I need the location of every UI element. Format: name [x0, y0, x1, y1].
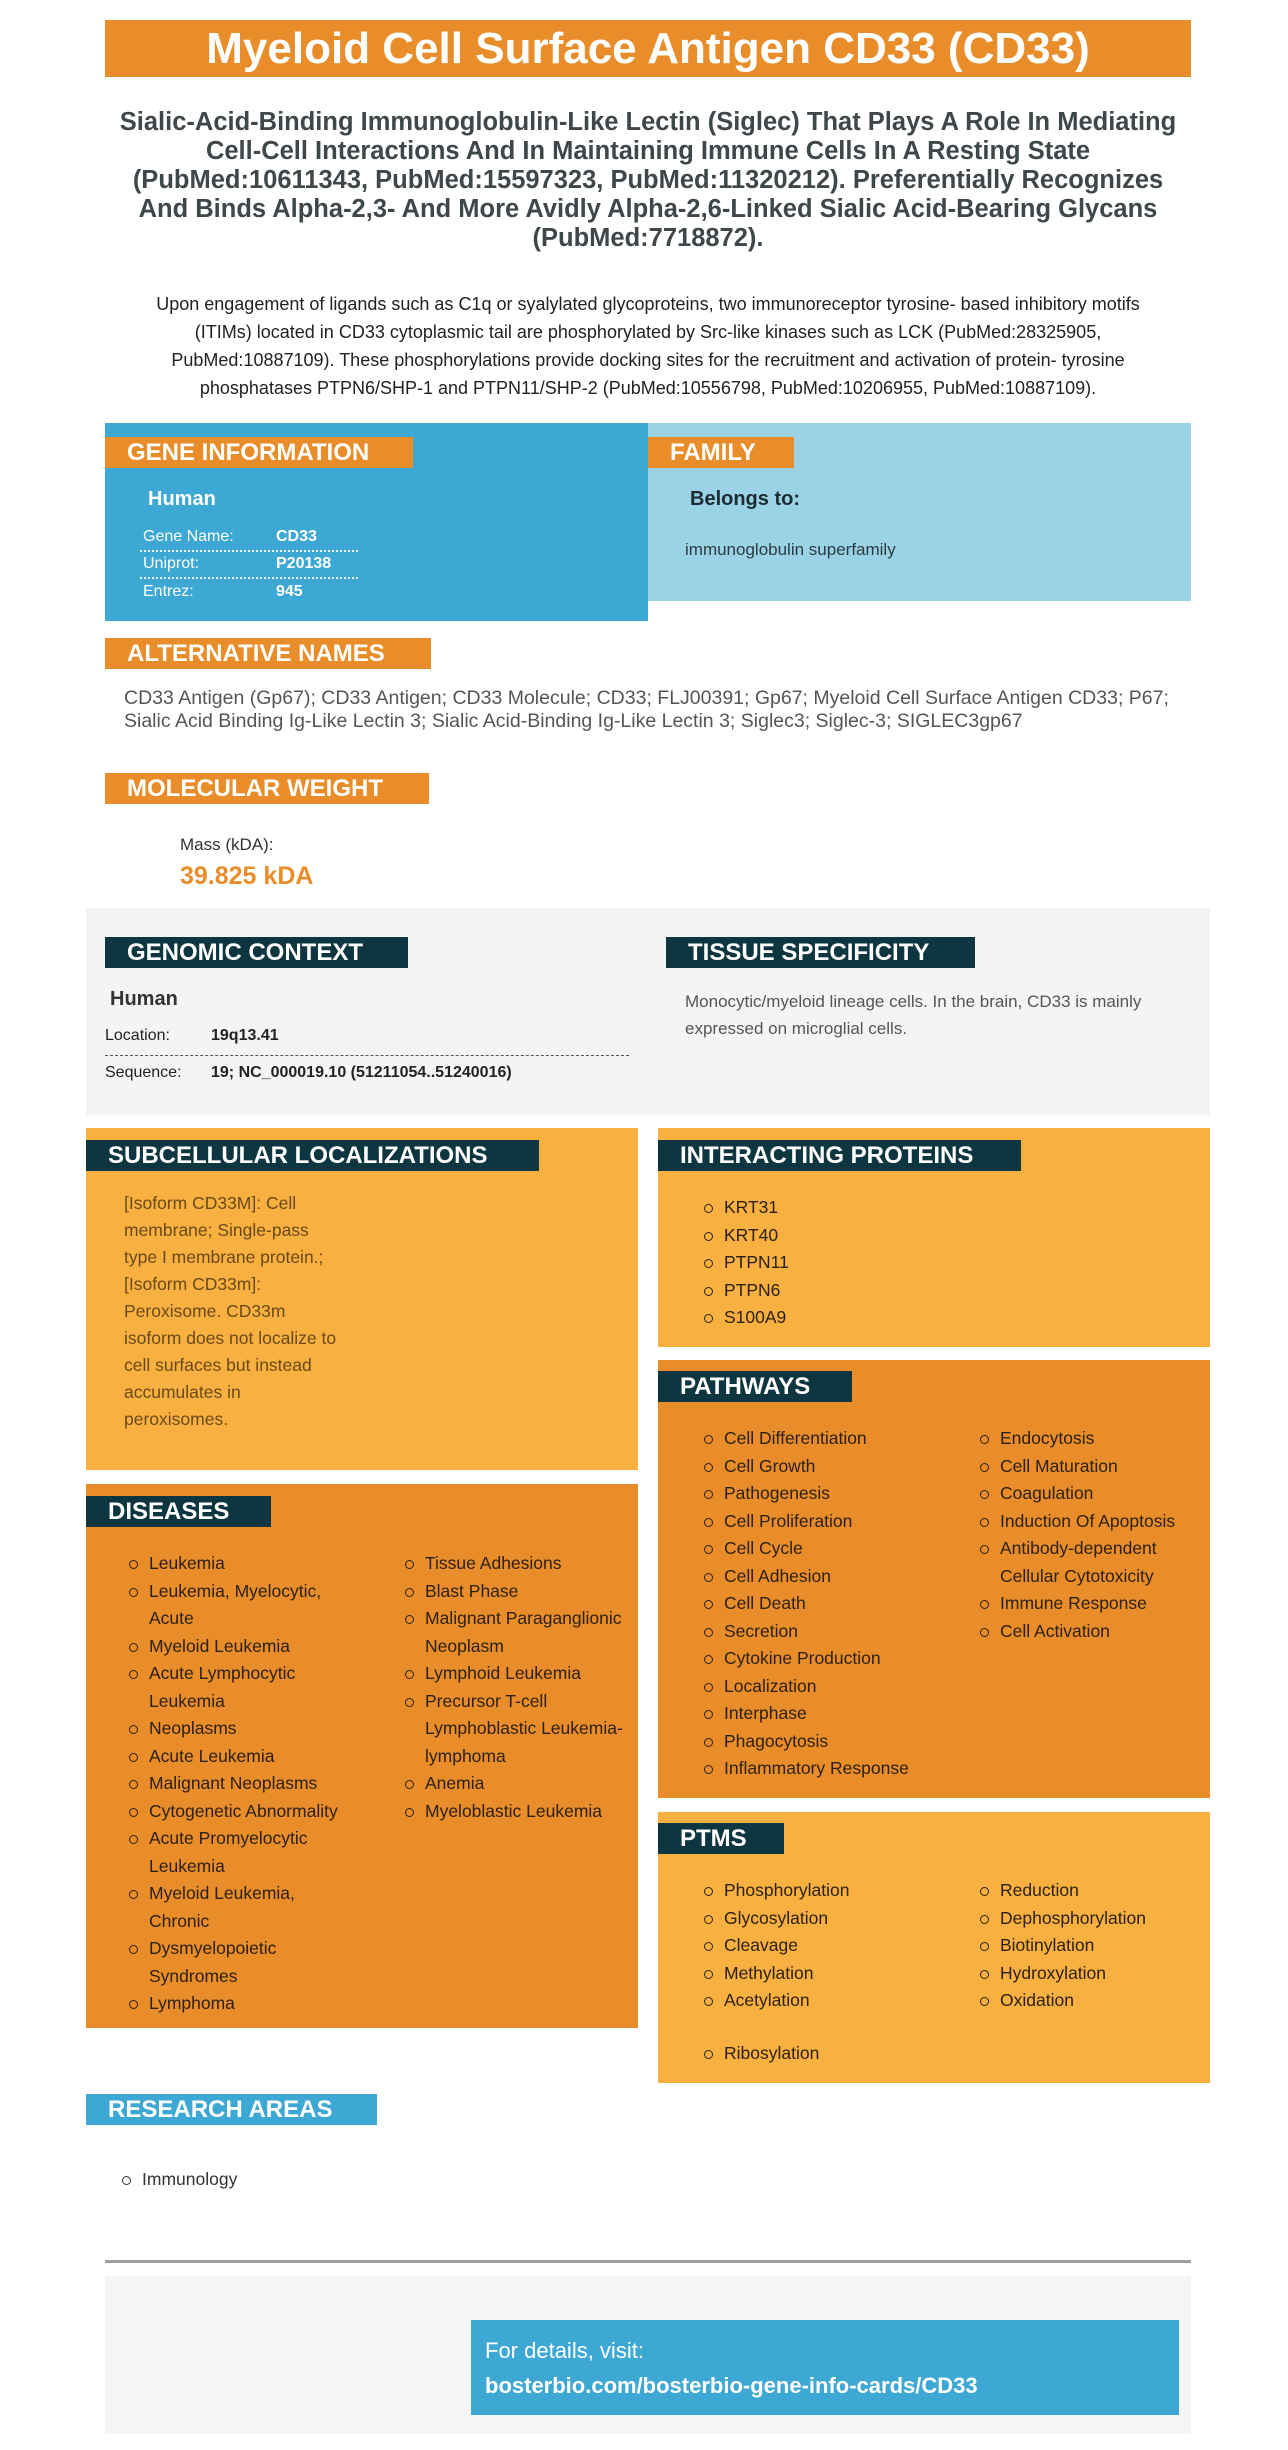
research-areas-list: [118, 2166, 418, 2194]
entrez-label: Entrez:: [143, 583, 194, 600]
ptms-list-col2: [976, 1877, 1198, 2015]
interacting-proteins-heading: INTERACTING PROTEINS: [658, 1140, 1021, 1171]
list-item: Dysmyelopoietic Syndromes: [125, 1935, 355, 1990]
footer-divider: [105, 2260, 1191, 2263]
list-item: Leukemia: [125, 1550, 355, 1578]
list-item: Cell Cycle: [700, 1535, 960, 1563]
list-item: KRT40: [700, 1222, 1000, 1250]
list-item: Reduction: [976, 1877, 1198, 1905]
list-item: Cell Differentiation: [700, 1425, 960, 1453]
list-item: Cell Maturation: [976, 1453, 1198, 1481]
gene-name-label: Gene Name:: [143, 528, 234, 545]
entrez-row: [140, 579, 358, 605]
list-item: Cell Proliferation: [700, 1508, 960, 1536]
list-item: Myeloblastic Leukemia: [401, 1798, 631, 1826]
list-item: PTPN11: [700, 1249, 1000, 1277]
page-title: Myeloid Cell Surface Antigen CD33 (CD33): [105, 20, 1191, 77]
protein-function-summary: Sialic-Acid-Binding Immunoglobulin-Like Lectin (Siglec) That Plays A Role In Mediating Cell-Cell Interactions And In Maintaining Immune Cells In A Resting State (PubMed:10611343, PubMed:15597323, PubMed:11320212). Preferentially Recognizes And Binds Alpha-2,3- And More Avidly Alpha-2,6-Linked Sialic Acid-Bearing Glycans (PubMed:7718872).: [119, 108, 1177, 252]
ptms-list-col1: [700, 1877, 960, 2015]
list-item: Endocytosis: [976, 1425, 1198, 1453]
pathways-list-col2: [976, 1425, 1198, 1645]
list-item: Lymphoma: [125, 1990, 355, 2018]
list-item: Localization: [700, 1673, 960, 1701]
details-link-box[interactable]: [471, 2320, 1179, 2415]
list-item: Antibody-dependent Cellular Cytotoxicity: [976, 1535, 1198, 1590]
diseases-list-col1: [125, 1550, 355, 2018]
genomic-context-heading: GENOMIC CONTEXT: [105, 937, 408, 968]
list-item: Biotinylation: [976, 1932, 1198, 1960]
details-prompt: For details, visit:: [485, 2338, 644, 2363]
list-item: Pathogenesis: [700, 1480, 960, 1508]
mass-value: 39.825 kDA: [180, 862, 314, 890]
sequence-label: Sequence:: [105, 1064, 182, 1081]
list-item: Methylation: [700, 1960, 960, 1988]
protein-description: Upon engagement of ligands such as C1q or syalylated glycoproteins, two immunoreceptor tyrosine- based inhibitory motifs (ITIMs) located in CD33 cytoplasmic tail are phosphorylated by Src-like kinases such as LCK (PubMed:28325905, PubMed:10887109). These phosphorylations provide docking sites for the recruitment and activation of protein- tyrosine phosphatases PTPN6/SHP-1 and PTPN11/SHP-2 (PubMed:10556798, PubMed:10206955, PubMed:10887109).: [156, 294, 1140, 398]
list-item: Induction Of Apoptosis: [976, 1508, 1198, 1536]
list-item: Acute Lymphocytic Leukemia: [125, 1660, 355, 1715]
gene-species: Human: [148, 488, 216, 510]
list-item: Tissue Adhesions: [401, 1550, 631, 1578]
list-item: Cell Activation: [976, 1618, 1198, 1646]
list-item: Immune Response: [976, 1590, 1198, 1618]
entrez-value: 945: [276, 583, 303, 600]
pathways-list-col1: [700, 1425, 960, 1783]
uniprot-row: [140, 551, 358, 577]
list-item: Cell Growth: [700, 1453, 960, 1481]
list-item: Acute Promyelocytic Leukemia: [125, 1825, 355, 1880]
location-value: 19q13.41: [211, 1027, 279, 1044]
list-item: Cytogenetic Abnormality: [125, 1798, 355, 1826]
gene-information-heading: GENE INFORMATION: [105, 437, 413, 468]
location-row: [105, 1018, 629, 1054]
list-item: Cell Adhesion: [700, 1563, 960, 1591]
genomic-species: Human: [110, 988, 178, 1010]
family-belongs-label: Belongs to:: [690, 488, 800, 510]
list-item: KRT31: [700, 1194, 1000, 1222]
list-item: PTPN6: [700, 1277, 1000, 1305]
family-value: immunoglobulin superfamily: [685, 540, 896, 559]
interacting-proteins-list: [700, 1194, 1000, 1332]
list-item: Phosphorylation: [700, 1877, 960, 1905]
list-item: Interphase: [700, 1700, 960, 1728]
alternative-names-text: CD33 Antigen (Gp67); CD33 Antigen; CD33 Molecule; CD33; FLJ00391; Gp67; Myeloid Cell Surface Antigen CD33; P67; Sialic Acid Binding Ig-Like Lectin 3; Sialic Acid-Binding Ig-Like Lectin 3; Siglec3; Siglec-3; SIGLEC3gp67: [124, 687, 1169, 732]
tissue-specificity-heading: TISSUE SPECIFICITY: [666, 937, 975, 968]
list-item: Phagocytosis: [700, 1728, 960, 1756]
gene-name-value: CD33: [276, 528, 317, 545]
alternative-names-heading: ALTERNATIVE NAMES: [105, 638, 431, 669]
research-areas-heading: RESEARCH AREAS: [86, 2094, 377, 2125]
sequence-value: 19; NC_000019.10 (51211054..51240016): [211, 1064, 512, 1081]
list-item: Leukemia, Myelocytic, Acute: [125, 1578, 355, 1633]
list-item: S100A9: [700, 1304, 1000, 1332]
list-item: Acute Leukemia: [125, 1743, 355, 1771]
diseases-list-col2: [401, 1550, 631, 1825]
list-item: Precursor T-cell Lymphoblastic Leukemia-lymphoma: [401, 1688, 631, 1771]
list-item: Neoplasms: [125, 1715, 355, 1743]
subcellular-heading: SUBCELLULAR LOCALIZATIONS: [86, 1140, 539, 1171]
subcellular-text: [Isoform CD33M]: Cell membrane; Single-pass type I membrane protein.; [Isoform CD33m]: Peroxisome. CD33m isoform does not localize to cell surfaces but instead accumulates in peroxisomes.: [124, 1193, 337, 1429]
list-item: Dephosphorylation: [976, 1905, 1198, 1933]
list-item: Myeloid Leukemia, Chronic: [125, 1880, 355, 1935]
pathways-heading: PATHWAYS: [658, 1371, 852, 1402]
list-item: Immunology: [118, 2166, 418, 2194]
list-item: Ribosylation: [700, 2040, 960, 2068]
ptms-heading: PTMS: [658, 1823, 784, 1854]
uniprot-value: P20138: [276, 555, 332, 572]
uniprot-label: Uniprot:: [143, 555, 200, 572]
sequence-row: [105, 1055, 629, 1091]
list-item: Blast Phase: [401, 1578, 631, 1606]
list-item: Anemia: [401, 1770, 631, 1798]
list-item: Cleavage: [700, 1932, 960, 1960]
list-item: Acetylation: [700, 1987, 960, 2015]
family-heading: FAMILY: [648, 437, 794, 468]
list-item: Lymphoid Leukemia: [401, 1660, 631, 1688]
ptms-list-extra: [700, 2040, 960, 2068]
diseases-heading: DISEASES: [86, 1496, 271, 1527]
location-label: Location:: [105, 1027, 170, 1044]
list-item: Secretion: [700, 1618, 960, 1646]
mass-label: Mass (kDA):: [180, 835, 274, 854]
list-item: Malignant Neoplasms: [125, 1770, 355, 1798]
list-item: Cell Death: [700, 1590, 960, 1618]
list-item: Coagulation: [976, 1480, 1198, 1508]
list-item: Oxidation: [976, 1987, 1198, 2015]
molecular-weight-heading: MOLECULAR WEIGHT: [105, 773, 429, 804]
list-item: Glycosylation: [700, 1905, 960, 1933]
gene-name-row: [140, 524, 358, 550]
list-item: Inflammatory Response: [700, 1755, 960, 1783]
list-item: Hydroxylation: [976, 1960, 1198, 1988]
tissue-specificity-text: Monocytic/myeloid lineage cells. In the brain, CD33 is mainly expressed on microglial cells.: [685, 992, 1142, 1038]
list-item: Cytokine Production: [700, 1645, 960, 1673]
details-url-link[interactable]: bosterbio.com/bosterbio-gene-info-cards/CD33: [485, 2373, 978, 2398]
list-item: Malignant Paraganglionic Neoplasm: [401, 1605, 631, 1660]
list-item: Myeloid Leukemia: [125, 1633, 355, 1661]
